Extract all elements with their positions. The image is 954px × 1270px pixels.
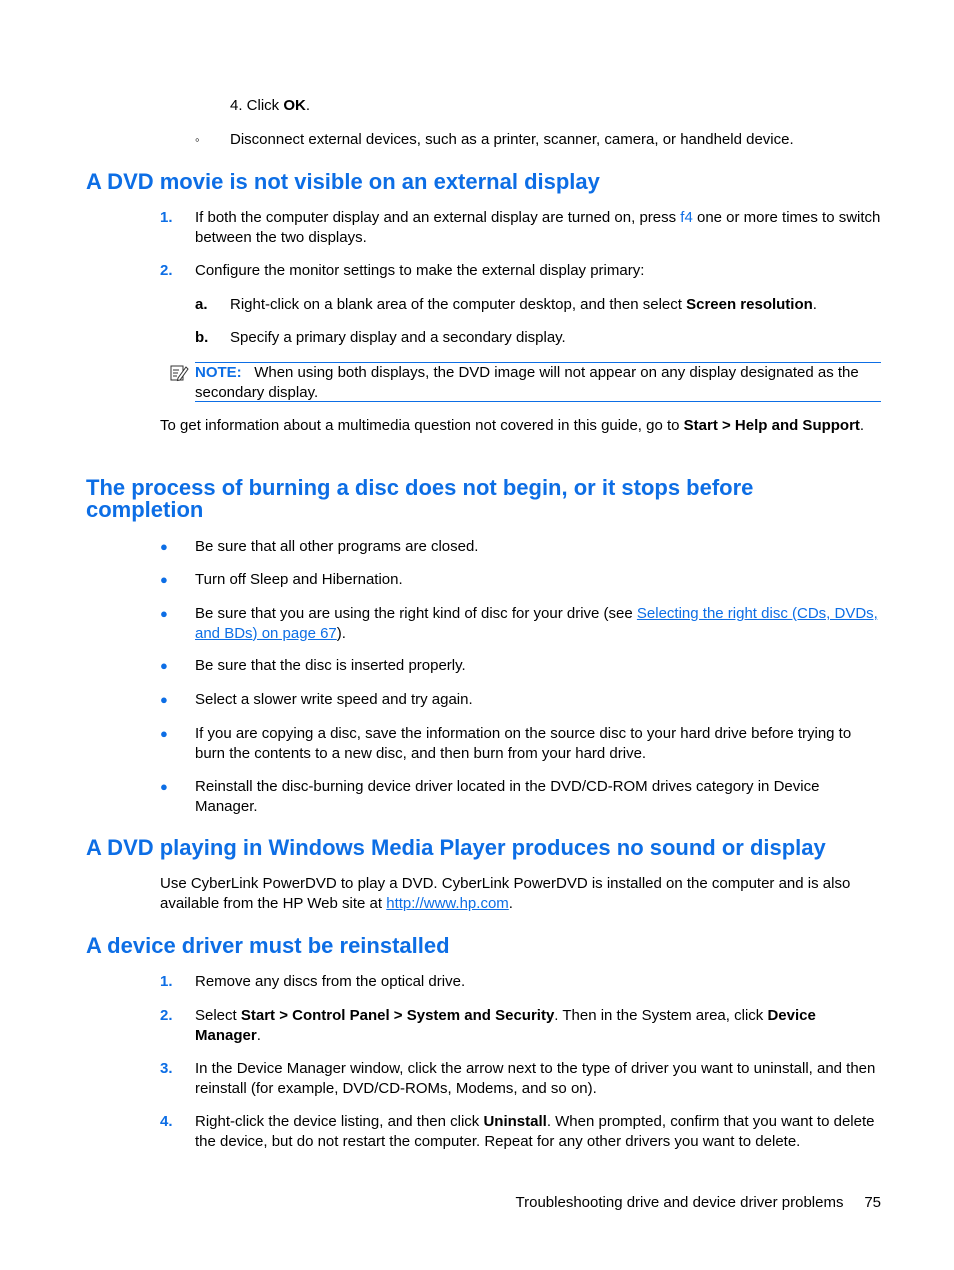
bullet-icon: ● bbox=[160, 539, 168, 554]
note-label: NOTE: bbox=[195, 364, 242, 381]
list-number: 3. bbox=[160, 1060, 173, 1077]
bullet-icon: ● bbox=[160, 606, 168, 621]
list-item: Reinstall the disc-burning device driver located in the DVD/CD-ROM drives category in Device Manager. bbox=[195, 778, 820, 815]
list-item: Be sure that all other programs are closed. bbox=[195, 538, 479, 555]
section-title-wmp: A DVD playing in Windows Media Player produces no sound or display bbox=[86, 835, 826, 860]
bullet-icon: ● bbox=[160, 692, 168, 707]
sub-list-letter: b. bbox=[195, 329, 209, 346]
list-number: 4. bbox=[160, 1113, 173, 1130]
page-footer bbox=[516, 1193, 881, 1213]
list-item: Right-click the device listing, and then click Uninstall. When prompted, confirm that you want to delete the device, but do not restart the computer. Repeat for any other drivers you want to delete. bbox=[195, 1113, 875, 1150]
page-number: 75 bbox=[864, 1194, 881, 1211]
hp-web-link[interactable]: http://www.hp.com bbox=[386, 894, 509, 912]
bullet-icon: ● bbox=[160, 572, 168, 587]
f4-key: f4 bbox=[680, 209, 693, 226]
list-item: Turn off Sleep and Hibernation. bbox=[195, 571, 403, 588]
bullet-icon: ● bbox=[160, 779, 168, 794]
note-content bbox=[195, 363, 881, 402]
list-item: If you are copying a disc, save the information on the source disc to your hard drive before trying to burn the contents to a new disc, and then burn from your hard drive. bbox=[195, 725, 852, 762]
circle-bullet: ◦ bbox=[195, 132, 200, 147]
disconnect-text: Disconnect external devices, such as a printer, scanner, camera, or handheld device. bbox=[230, 131, 794, 148]
selecting-disc-link[interactable]: Selecting the right disc (CDs, DVDs, and BDs) on page 67 bbox=[195, 605, 878, 642]
bullet-icon: ● bbox=[160, 726, 168, 741]
list-item: Configure the monitor settings to make the external display primary: bbox=[195, 262, 645, 279]
list-item: Select a slower write speed and try again. bbox=[195, 691, 473, 708]
note-pencil-icon bbox=[169, 363, 189, 383]
section-title-driver: A device driver must be reinstalled bbox=[86, 933, 450, 958]
note-box bbox=[195, 362, 881, 402]
wmp-paragraph: Use CyberLink PowerDVD to play a DVD. CyberLink PowerDVD is installed on the computer and is also available from the HP Web site at http://www.hp.com. bbox=[160, 875, 851, 912]
step-4: 4. Click OK. bbox=[230, 97, 311, 114]
sub-list-item: Right-click on a blank area of the computer desktop, and then select Screen resolution. bbox=[230, 296, 817, 313]
list-item: If both the computer display and an external display are turned on, press f4 one or more times to switch between the two displays. bbox=[195, 209, 881, 246]
list-item: In the Device Manager window, click the arrow next to the type of driver you want to uninstall, and then reinstall (for example, DVD/CD-ROMs, Modems, and so on). bbox=[195, 1060, 876, 1097]
list-number: 1. bbox=[160, 973, 173, 990]
list-item: Be sure that you are using the right kind of disc for your drive (see Selecting the right disc (CDs, DVDs, and BDs) on page 67). bbox=[195, 605, 878, 642]
list-item: Remove any discs from the optical drive. bbox=[195, 973, 466, 990]
section-title-dvd-external: A DVD movie is not visible on an external display bbox=[86, 169, 600, 194]
sub-list-item: Specify a primary display and a secondary display. bbox=[230, 329, 566, 346]
section-title-burning: The process of burning a disc does not begin, or it stops before completion bbox=[86, 475, 754, 522]
list-number: 1. bbox=[160, 209, 173, 226]
sub-list-letter: a. bbox=[195, 296, 208, 313]
list-item: Be sure that the disc is inserted properly. bbox=[195, 657, 466, 674]
list-number: 2. bbox=[160, 262, 173, 279]
list-item: Select Start > Control Panel > System and Security. Then in the System area, click Device Manager. bbox=[195, 1007, 816, 1044]
list-number: 2. bbox=[160, 1007, 173, 1024]
footer-title: Troubleshooting drive and device driver problems bbox=[515, 1194, 844, 1211]
note-text: When using both displays, the DVD image will not appear on any display designated as the secondary display. bbox=[195, 364, 859, 401]
bullet-icon: ● bbox=[160, 658, 168, 673]
info-paragraph: To get information about a multimedia question not covered in this guide, go to Start > Help and Support. bbox=[160, 417, 865, 434]
